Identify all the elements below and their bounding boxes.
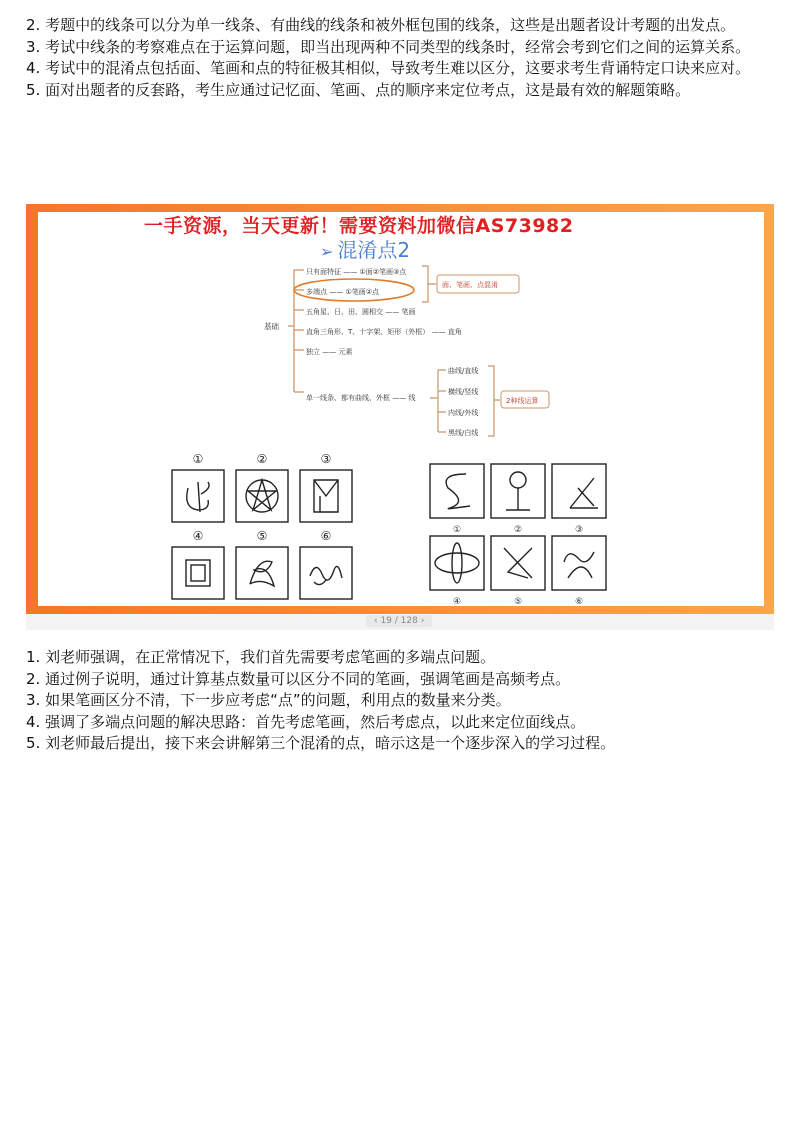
paragraph: 4. 考试中的混淆点包括面、笔画和点的特征极其相似，导致考生难以区分，这要求考生背诵特定口诀来应对。 <box>26 59 751 77</box>
figure-number: ④ <box>192 529 204 543</box>
slide-content <box>38 212 764 606</box>
watermark-banner: 一手资源，当天更新！需要资料加微信AS73982 <box>144 215 574 237</box>
figure-box <box>172 547 224 599</box>
figure-box <box>552 464 606 518</box>
figure-number: ⑥ <box>320 529 332 543</box>
ops-label: 2种线运算 <box>506 397 539 405</box>
bracket-label: 面、笔画、点混淆 <box>442 281 498 289</box>
paragraph: 2. 通过例子说明，通过计算基点数量可以区分不同的笔画，强调笔画是高频考点。 <box>26 669 571 688</box>
mindmap-root: 基础 <box>264 322 279 331</box>
mindmap-row: 单一线条、都有曲线、外框 —— 线 <box>306 394 416 402</box>
figure-box <box>236 547 288 599</box>
line-type: 内线/外线 <box>448 409 479 417</box>
paragraph: 1. 刘老师强调，在正常情况下，我们首先需要考虑笔画的多端点问题。 <box>26 648 496 666</box>
slide-frame <box>26 204 774 614</box>
top-paragraph-list <box>26 15 774 101</box>
mindmap-row: 独立 —— 元素 <box>306 348 353 356</box>
figure-number: ③ <box>320 452 332 466</box>
figure-number: ⑥ <box>574 597 584 606</box>
line-type: 黑线/白线 <box>448 429 479 437</box>
mindmap-row: 多端点 —— ①笔画②点 <box>306 288 380 296</box>
line-type: 横线/竖线 <box>448 388 479 396</box>
mindmap-row: 五角星、日、田、圆相交 —— 笔画 <box>306 308 416 316</box>
figure-box <box>172 470 224 522</box>
bottom-paragraph-list <box>26 647 774 755</box>
paragraph: 2. 考题中的线条可以分为单一线条、有曲线的线条和被外框包围的线条，这些是出题者设计考题的出发点。 <box>26 16 736 34</box>
slide-pager[interactable]: ‹ 19 / 128 › <box>366 615 432 627</box>
mindmap-row: 只有面特征 —— ①面②笔画③点 <box>306 268 407 276</box>
mindmap-row: 直角三角形、T、十字架、矩形（外框） —— 直角 <box>306 328 462 336</box>
arrow-icon: ➢ <box>320 242 334 261</box>
line-type: 曲线/直线 <box>448 367 479 375</box>
figure-number: ⑤ <box>256 529 268 543</box>
figure-box <box>430 464 484 518</box>
figure-box <box>430 536 484 590</box>
paragraph: 5. 面对出题者的反套路，考生应通过记忆面、笔画、点的顺序来定位考点，这是最有效的解题策略。 <box>26 80 691 99</box>
paragraph: 3. 考试中线条的考察难点在于运算问题，即当出现两种不同类型的线条时，经常会考到它们之间的运算关系。 <box>26 37 751 56</box>
figure-number: ① <box>452 525 462 535</box>
slide-screenshot <box>26 204 774 630</box>
paragraph: 3. 如果笔画区分不清，下一步应考虑“点”的问题，利用点的数量来分类。 <box>26 691 511 709</box>
figure-box <box>300 547 352 599</box>
figure-number: ④ <box>452 597 462 606</box>
slide-title-text: 混淆点2 <box>337 238 411 262</box>
mind-map <box>38 212 764 606</box>
figure-number: ③ <box>574 525 584 535</box>
figure-number: ① <box>192 452 204 466</box>
figure-number: ⑤ <box>513 597 523 606</box>
paragraph: 4. 强调了多端点问题的解决思路：首先考虑笔画，然后考虑点，以此来定位面线点。 <box>26 712 586 731</box>
paragraph: 5. 刘老师最后提出，接下来会讲解第三个混淆的点，暗示这是一个逐步深入的学习过程。 <box>26 734 616 752</box>
figure-number: ② <box>513 525 523 535</box>
figure-box <box>552 536 606 590</box>
figure-number: ② <box>256 452 268 466</box>
